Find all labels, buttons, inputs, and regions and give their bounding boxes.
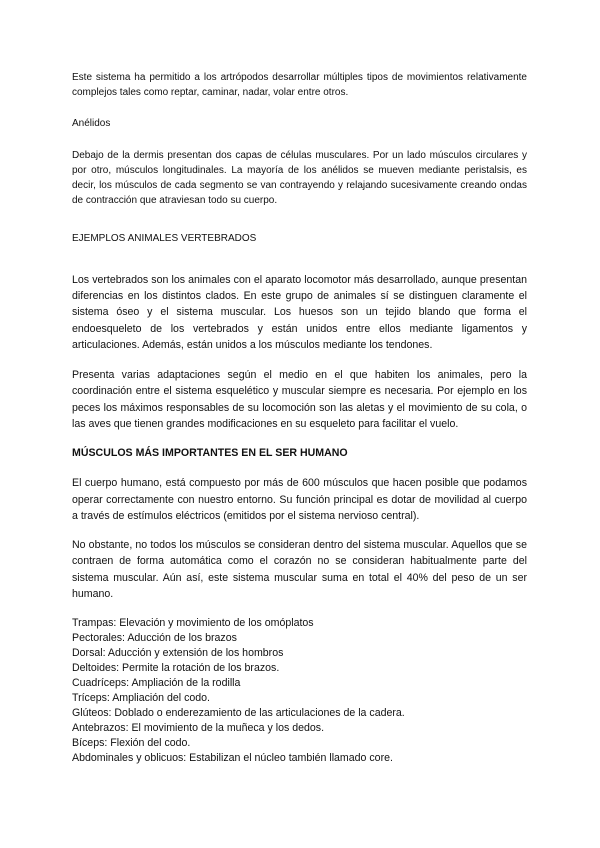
list-item: Glúteos: Doblado o enderezamiento de las articulaciones de la cadera. — [72, 706, 405, 719]
annelids-paragraph: Debajo de la dermis presentan dos capas de células musculares. Por un lado músculos circulares y por otro, músculos longitudinales. La mayoría de los anélidos se mueven mediante peristalsis, es decir, los músculos de cada segmento se van contrayendo y relajando sucesivamente creando ondas de contracción que atraviesan todo su cuerpo. — [72, 149, 527, 207]
list-item: Bíceps: Flexión del codo. — [72, 736, 191, 749]
document-page — [72, 70, 527, 765]
human-body-paragraph: El cuerpo humano, está compuesto por más de 600 músculos que hacen posible que podamos operar correctamente con nuestro entorno. Su función principal es dotar de movilidad al cuerpo a través de estímulos eléctricos (emitidos por el sistema nervioso central). — [72, 477, 527, 522]
muscular-system-paragraph: No obstante, no todos los músculos se consideran dentro del sistema muscular. Aquellos que se contraen de forma automática como el corazón no se consideran habitualmente parte del sistema muscular. Aún así, este sistema muscular suma en total el 40% del peso de un ser humano. — [72, 539, 527, 601]
list-item: Pectorales: Aducción de los brazos — [72, 632, 237, 645]
list-item: Cuadríceps: Ampliación de la rodilla — [72, 677, 241, 689]
adaptations-paragraph: Presenta varias adaptaciones según el medio en el que habiten los animales, pero la coordinación entre el sistema esquelético y muscular siempre es necesaria. Por ejemplo en los peces los máximos responsables de su locomoción son las aletas y el movimiento de su cola, o las aves que tienen grandes modificaciones en su esqueleto para facilitar el vuelo. — [72, 369, 527, 430]
list-item: Trampas: Elevación y movimiento de los omóplatos — [72, 617, 314, 630]
vertebrates-paragraph: Los vertebrados son los animales con el aparato locomotor más desarrollado, aunque presentan diferencias en los distintos clados. En este grupo de animales sí se distinguen claramente el sistema óseo y el sistema muscular. Los huesos son un tejido blando que forma el endoesqueleto de los vertebrados y están unidos entre ellos mediante ligamentos y articulaciones. Además, están unidos a los músculos mediante los tendones. — [72, 273, 527, 351]
list-item: Tríceps: Ampliación del codo. — [72, 691, 210, 704]
muscle-list — [72, 616, 527, 765]
list-item: Abdominales y oblicuos: Estabilizan el núcleo también llamado core. — [72, 751, 393, 764]
arthropods-paragraph: Este sistema ha permitido a los artrópodos desarrollar múltiples tipos de movimientos relativamente complejos tales como reptar, caminar, nadar, volar entre otros. — [72, 72, 527, 99]
list-item: Deltoides: Permite la rotación de los brazos. — [72, 662, 280, 675]
annelids-heading: Anélidos — [72, 118, 111, 130]
vertebrates-heading: EJEMPLOS ANIMALES VERTEBRADOS — [72, 233, 257, 245]
list-item: Antebrazos: El movimiento de la muñeca y los dedos. — [72, 721, 325, 734]
list-item: Dorsal: Aducción y extensión de los hombros — [72, 647, 284, 660]
muscles-heading: MÚSCULOS MÁS IMPORTANTES EN EL SER HUMANO — [72, 447, 348, 460]
